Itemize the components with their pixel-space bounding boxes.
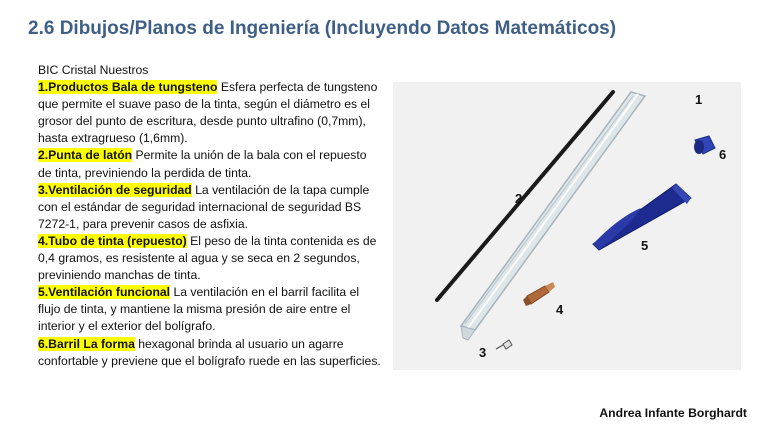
figure-label-1: 1 [695,92,703,107]
item-4 [38,233,383,284]
figure-label-2: 2 [515,191,523,206]
barrel-shape [461,92,645,340]
figure-label-3: 3 [479,345,487,360]
item-6-label: 6.Barril La forma [38,336,135,351]
item-5-text: La ventilación en el barril facilita el flujo de tinta, y mantiene la misma presión de aire entre el interior y el exterior del bolígrafo. [38,285,360,334]
item-6 [38,336,383,370]
end-plug-shape [694,136,715,154]
item-1-label: 1.Productos Bala de tungsteno [38,80,218,95]
author-name: Andrea Infante Borghardt [599,406,747,420]
item-2 [38,147,383,181]
item-1-text: Esfera perfecta de tungsteno que permite el suave paso de la tinta, según el diámetro es el grosor del punto de escritura, desde punto ultrafino (0,7mm), hasta extragrueso (1,6mm). [38,80,378,146]
item-4-label: 4.Tubo de tinta (repuesto) [38,233,187,248]
ink-refill-shape [437,92,613,300]
brass-tip-shape [523,282,555,306]
item-2-text: Permite la unión de la bala con el repuesto de tinta, previniendo la perdida de tinta. [38,148,367,180]
pen-diagram-svg [393,82,741,370]
item-5 [38,284,383,335]
figure-label-5: 5 [641,238,649,253]
description-text [38,62,383,370]
item-2-label: 2.Punta de latón [38,148,133,163]
item-3-text: La ventilación de la tapa cumple con el estándar de seguridad internacional de seguridad BS 7272-1, para prevenir casos de asfixia. [38,182,370,231]
item-4-text: El peso de la tinta contenida es de 0,4 gramos, es resistente al agua y se seca en 2 segundos, previniendo manchas de tinta. [38,233,377,283]
subtitle: BIC Cristal Nuestros [38,63,149,77]
pen-exploded-diagram [393,82,741,370]
figure-label-6: 6 [719,147,727,162]
item-6-text: hexagonal brinda al usuario un agarre confortable y previene que el bolígrafo ruede en las superficies. [38,336,381,368]
page-title: 2.6 Dibujos/Planos de Ingeniería (Incluyendo Datos Matemáticos) [28,18,617,39]
figure-label-4: 4 [556,302,564,317]
item-3 [38,182,383,233]
item-3-label: 3.Ventilación de seguridad [38,182,192,197]
item-5-label: 5.Ventilación funcional [38,285,171,300]
tungsten-ball-shape [496,340,512,349]
item-1 [38,79,383,147]
